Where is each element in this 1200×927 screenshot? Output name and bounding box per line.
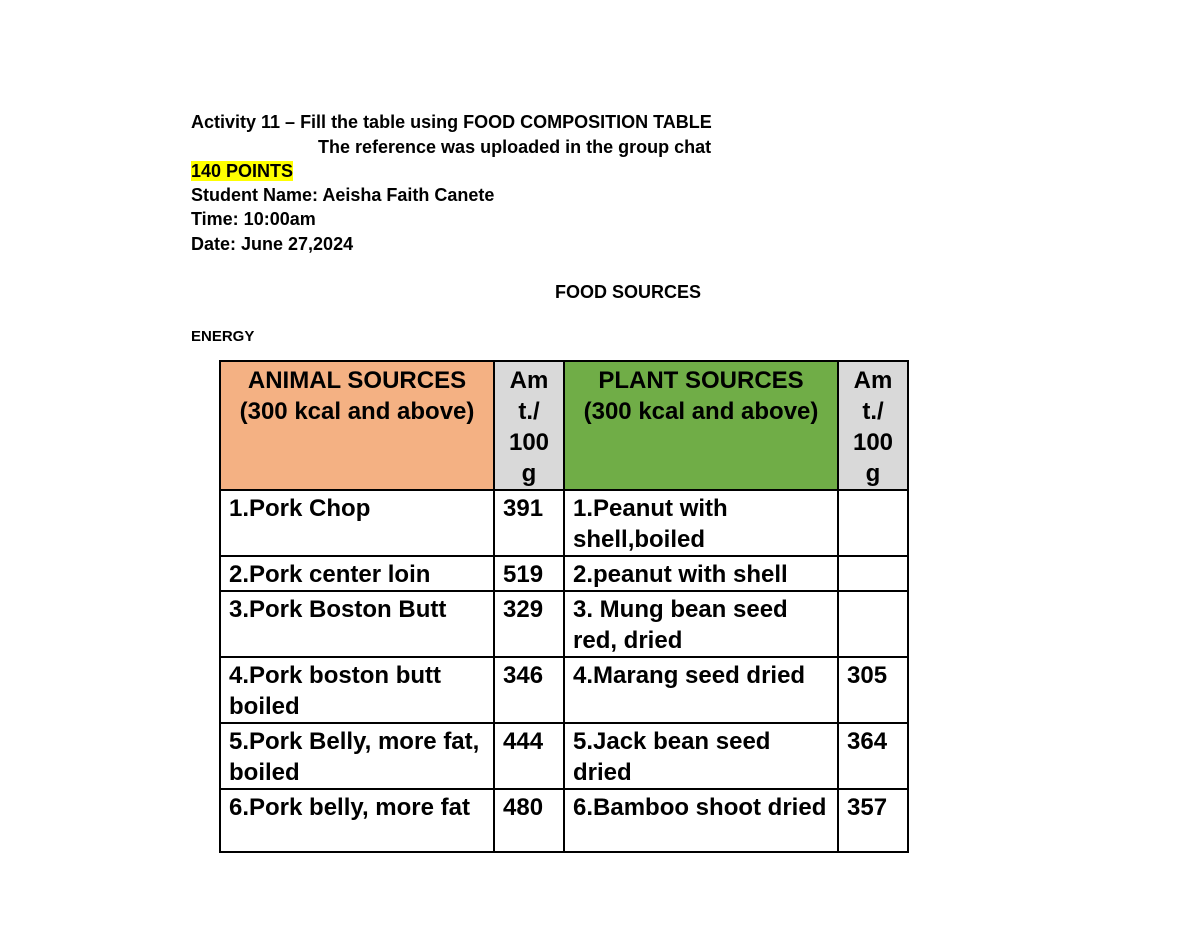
amount-header-part: g (865, 460, 881, 487)
time-line: Time: 10:00am (191, 209, 316, 229)
plant-amount-cell: 364 (838, 723, 908, 789)
plant-amount-cell (838, 490, 908, 556)
plant-amount-cell (838, 556, 908, 591)
animal-amount-cell: 480 (494, 789, 564, 852)
amount-header-part: t./ (518, 398, 540, 425)
category-label: ENERGY (191, 328, 255, 345)
animal-header-sub: (300 kcal and above) (239, 398, 475, 425)
table-row (220, 657, 908, 723)
food-sources-table (219, 360, 909, 853)
plant-source-cell: 4.Marang seed dried (564, 657, 838, 723)
table-row (220, 556, 908, 591)
reference-note: The reference was uploaded in the group chat (318, 137, 712, 157)
animal-amount-cell: 391 (494, 490, 564, 556)
amount-header-part: 100 (852, 429, 894, 456)
points-highlight: 140 POINTS (191, 161, 294, 181)
amount-header-part: 100 (508, 429, 550, 456)
plant-amount-cell: 305 (838, 657, 908, 723)
amount-header-part: g (521, 460, 537, 487)
date-line: Date: June 27,2024 (191, 234, 354, 254)
plant-header-sub: (300 kcal and above) (583, 398, 819, 425)
animal-amount-header (494, 361, 564, 490)
animal-amount-cell: 329 (494, 591, 564, 657)
animal-source-cell: 4.Pork boston butt boiled (220, 657, 494, 723)
plant-source-cell: 6.Bamboo shoot dried (564, 789, 838, 852)
plant-amount-cell: 357 (838, 789, 908, 852)
student-name: Student Name: Aeisha Faith Canete (191, 185, 495, 205)
animal-sources-header (220, 361, 494, 490)
table-row (220, 490, 908, 556)
animal-source-cell: 3.Pork Boston Butt (220, 591, 494, 657)
plant-sources-header (564, 361, 838, 490)
table-header-row (220, 361, 908, 490)
plant-source-cell: 2.peanut with shell (564, 556, 838, 591)
activity-title: Activity 11 – Fill the table using FOOD COMPOSITION TABLE (191, 112, 712, 132)
plant-header-title: PLANT SOURCES (598, 367, 804, 394)
amount-header-part: Am (509, 367, 549, 394)
table-row (220, 723, 908, 789)
animal-source-cell: 6.Pork belly, more fat (220, 789, 494, 852)
plant-source-cell: 5.Jack bean seed dried (564, 723, 838, 789)
section-title: FOOD SOURCES (555, 282, 702, 302)
plant-source-cell: 3. Mung bean seed red, dried (564, 591, 838, 657)
table-row (220, 591, 908, 657)
animal-source-cell: 5.Pork Belly, more fat, boiled (220, 723, 494, 789)
animal-amount-cell: 444 (494, 723, 564, 789)
animal-amount-cell: 519 (494, 556, 564, 591)
animal-header-title: ANIMAL SOURCES (247, 367, 467, 394)
plant-amount-cell (838, 591, 908, 657)
animal-amount-cell: 346 (494, 657, 564, 723)
amount-header-part: Am (853, 367, 893, 394)
amount-header-part: t./ (862, 398, 884, 425)
plant-source-cell: 1.Peanut with shell,boiled (564, 490, 838, 556)
table-row (220, 789, 908, 852)
animal-source-cell: 2.Pork center loin (220, 556, 494, 591)
points-line (191, 160, 293, 182)
animal-source-cell: 1.Pork Chop (220, 490, 494, 556)
plant-amount-header (838, 361, 908, 490)
